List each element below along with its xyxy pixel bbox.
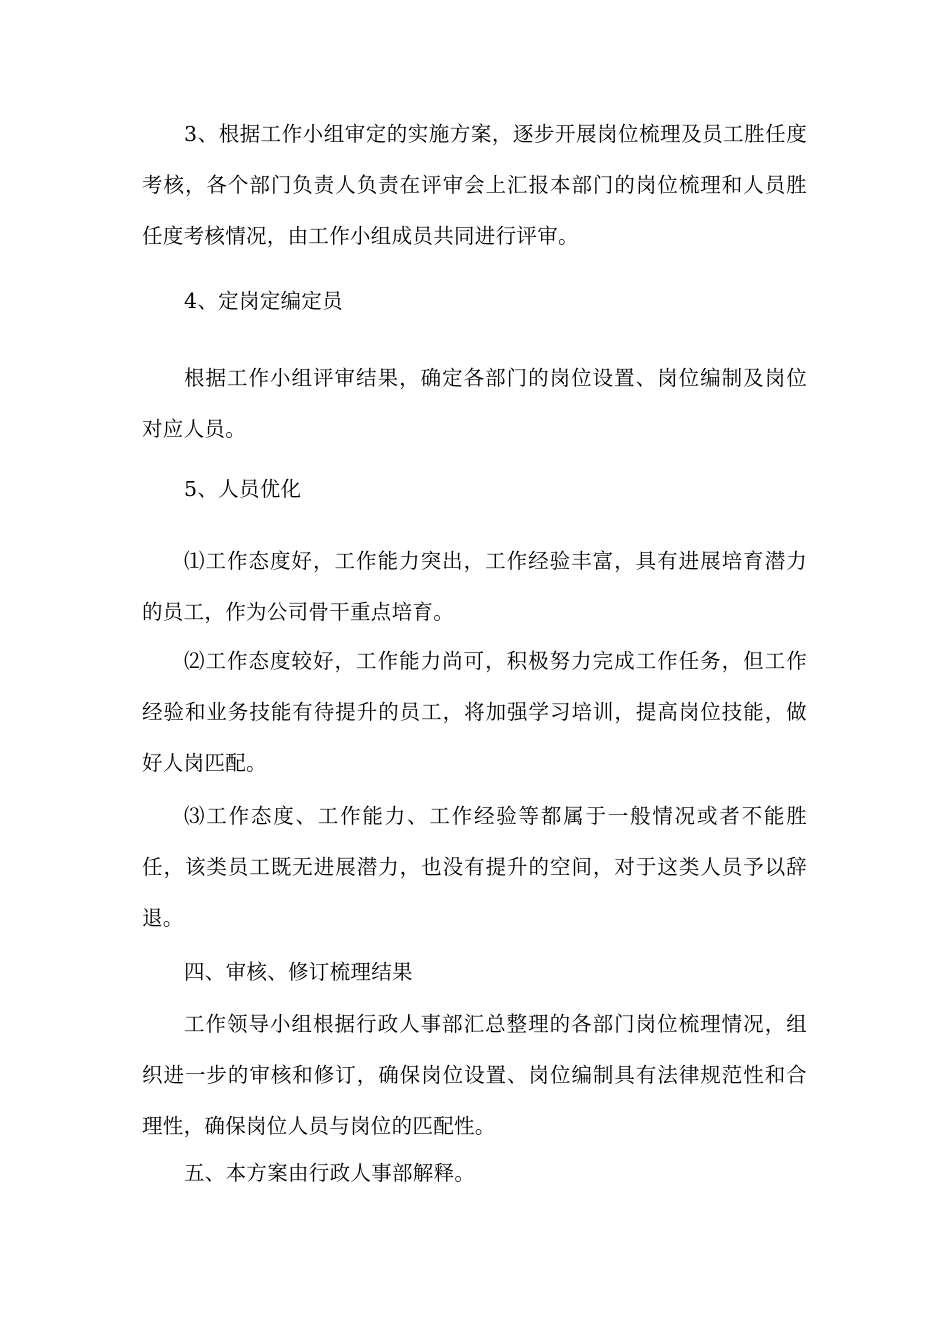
- paragraph-item-1: ⑴工作态度好，工作能力突出，工作经验丰富，具有进展培育潜力的员工，作为公司骨干重点培育。: [142, 549, 807, 624]
- paragraph-item-2: ⑵工作态度较好，工作能力尚可，积极努力完成工作任务，但工作经验和业务技能有待提升的员工，将加强学习培训，提高岗位技能，做好人岗匹配。: [142, 649, 807, 775]
- paragraph-section-4-body: 工作领导小组根据行政人事部汇总整理的各部门岗位梳理情况，组织进一步的审核和修订，确保岗位设置、岗位编制具有法律规范性和合理性，确保岗位人员与岗位的匹配性。: [142, 1012, 807, 1138]
- heading-section-5: 五、本方案由行政人事部解释。: [184, 1161, 476, 1185]
- paragraph-step-4-body: 根据工作小组评审结果，确定各部门的岗位设置、岗位编制及岗位对应人员。: [142, 366, 807, 441]
- heading-step-5: 5、人员优化: [184, 477, 302, 501]
- heading-section-4: 四、审核、修订梳理结果: [184, 960, 413, 984]
- paragraph-item-3: ⑶工作态度、工作能力、工作经验等都属于一般情况或者不能胜任，该类员工既无进展潜力，也没有提升的空间，对于这类人员予以辞退。: [142, 804, 807, 930]
- heading-step-4: 4、定岗定编定员: [184, 289, 343, 313]
- paragraph-step-3: 3、根据工作小组审定的实施方案，逐步开展岗位梳理及员工胜任度考核，各个部门负责人负责在评审会上汇报本部门的岗位梳理和人员胜任度考核情况，由工作小组成员共同进行评审。: [142, 122, 807, 248]
